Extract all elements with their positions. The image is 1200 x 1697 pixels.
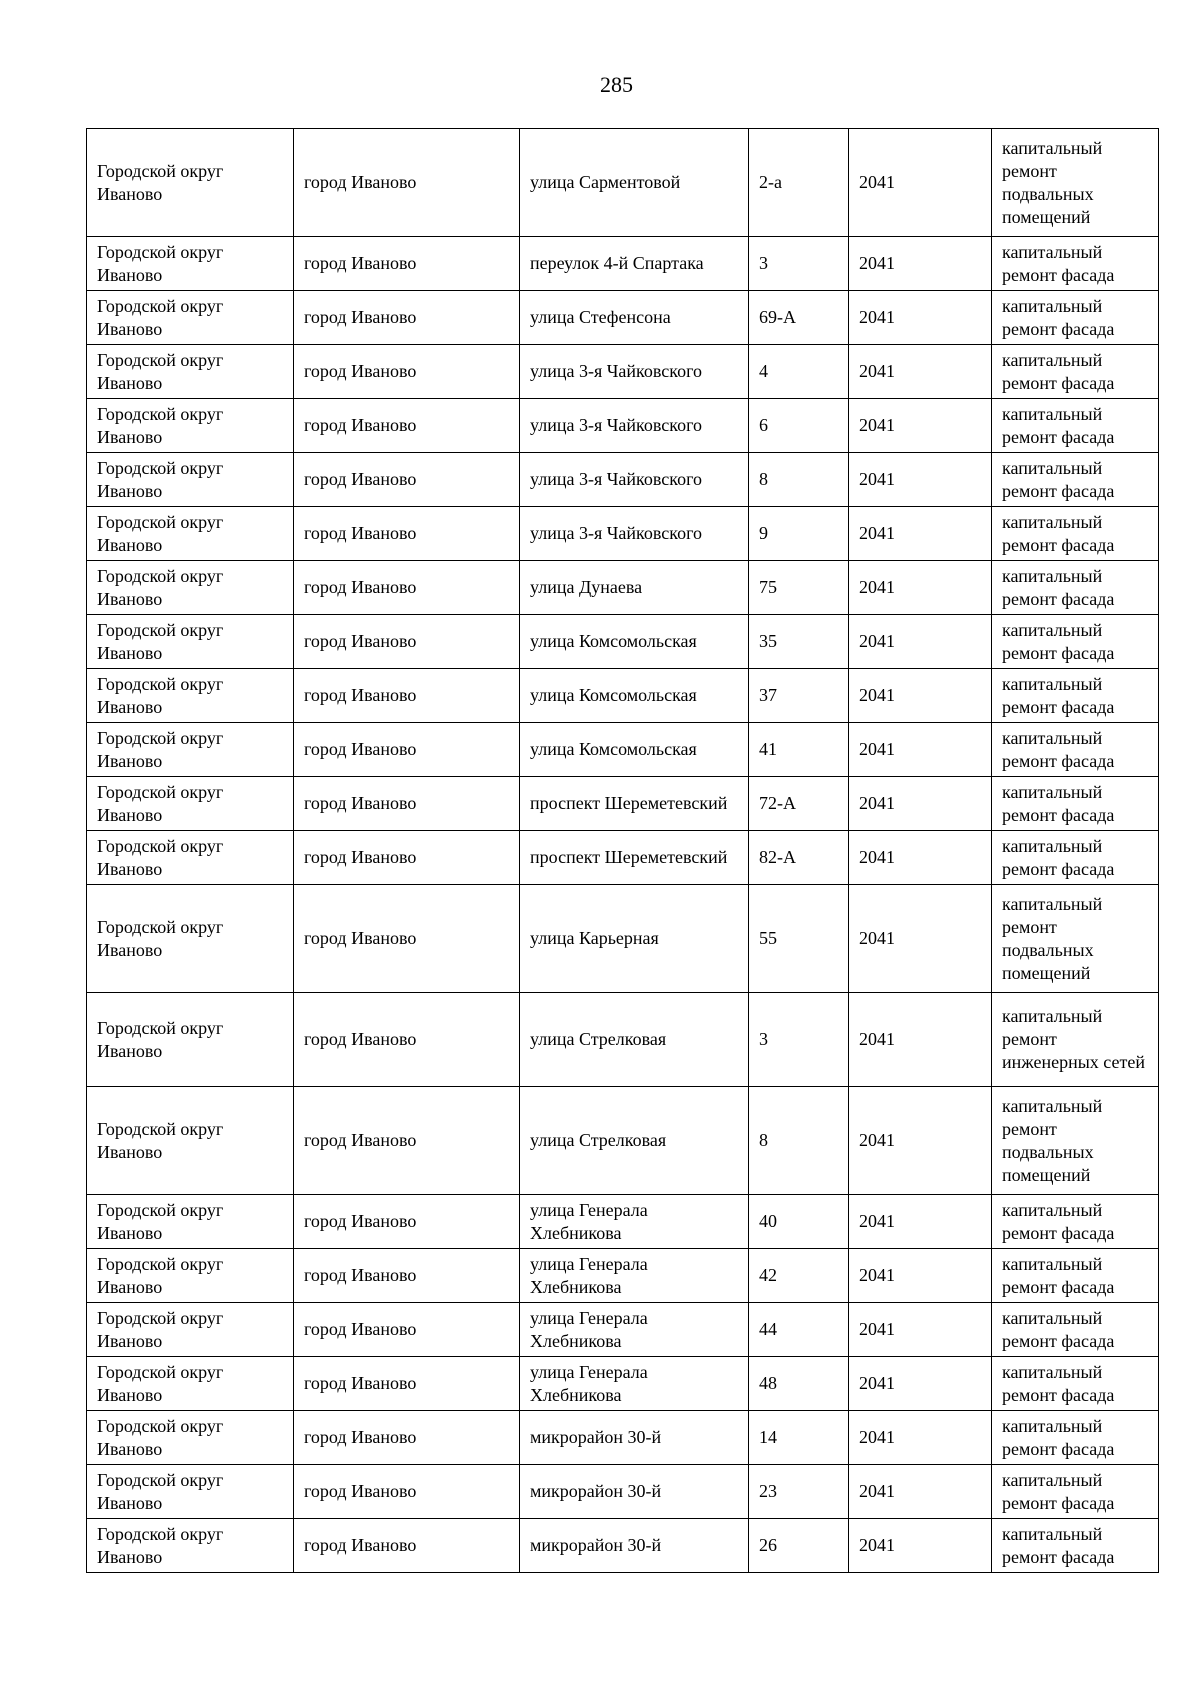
cell-street: микрорайон 30-й xyxy=(520,1411,749,1465)
cell-work-type: капитальный ремонт подвальных помещений xyxy=(992,885,1159,993)
cell-work-type: капитальный ремонт фасада xyxy=(992,831,1159,885)
cell-work-type: капитальный ремонт фасада xyxy=(992,1519,1159,1573)
cell-house-number: 37 xyxy=(749,669,849,723)
cell-district: Городской округ Иваново xyxy=(87,345,294,399)
cell-district: Городской округ Иваново xyxy=(87,399,294,453)
cell-city: город Иваново xyxy=(294,1465,520,1519)
cell-house-number: 9 xyxy=(749,507,849,561)
cell-work-type: капитальный ремонт фасада xyxy=(992,723,1159,777)
cell-street: улица 3-я Чайковского xyxy=(520,507,749,561)
cell-house-number: 42 xyxy=(749,1249,849,1303)
cell-street: улица Генерала Хлебникова xyxy=(520,1303,749,1357)
cell-house-number: 41 xyxy=(749,723,849,777)
cell-street: улица Комсомольская xyxy=(520,723,749,777)
page-number: 285 xyxy=(600,72,633,97)
table-row xyxy=(87,1411,1159,1465)
cell-year: 2041 xyxy=(849,1087,992,1195)
cell-year: 2041 xyxy=(849,831,992,885)
cell-work-type: капитальный ремонт фасада xyxy=(992,399,1159,453)
cell-work-type: капитальный ремонт фасада xyxy=(992,1195,1159,1249)
cell-work-type: капитальный ремонт фасада xyxy=(992,345,1159,399)
cell-city: город Иваново xyxy=(294,993,520,1087)
cell-year: 2041 xyxy=(849,615,992,669)
cell-district: Городской округ Иваново xyxy=(87,1519,294,1573)
cell-city: город Иваново xyxy=(294,831,520,885)
table-row xyxy=(87,1249,1159,1303)
cell-street: улица 3-я Чайковского xyxy=(520,399,749,453)
cell-year: 2041 xyxy=(849,993,992,1087)
cell-city: город Иваново xyxy=(294,669,520,723)
cell-work-type: капитальный ремонт фасада xyxy=(992,237,1159,291)
table-row xyxy=(87,1087,1159,1195)
cell-street: улица Стефенсона xyxy=(520,291,749,345)
cell-street: улица Сарментовой xyxy=(520,129,749,237)
cell-year: 2041 xyxy=(849,237,992,291)
table-row xyxy=(87,1519,1159,1573)
cell-work-type: капитальный ремонт подвальных помещений xyxy=(992,129,1159,237)
cell-year: 2041 xyxy=(849,1249,992,1303)
cell-city: город Иваново xyxy=(294,885,520,993)
cell-year: 2041 xyxy=(849,291,992,345)
cell-year: 2041 xyxy=(849,129,992,237)
table-row xyxy=(87,777,1159,831)
cell-work-type: капитальный ремонт фасада xyxy=(992,1465,1159,1519)
cell-street: улица Комсомольская xyxy=(520,669,749,723)
cell-street: улица Комсомольская xyxy=(520,615,749,669)
cell-house-number: 44 xyxy=(749,1303,849,1357)
table-row xyxy=(87,561,1159,615)
cell-district: Городской округ Иваново xyxy=(87,1357,294,1411)
cell-district: Городской округ Иваново xyxy=(87,1249,294,1303)
cell-year: 2041 xyxy=(849,399,992,453)
table-row xyxy=(87,507,1159,561)
cell-city: город Иваново xyxy=(294,615,520,669)
cell-city: город Иваново xyxy=(294,561,520,615)
cell-city: город Иваново xyxy=(294,291,520,345)
table-row xyxy=(87,237,1159,291)
cell-city: город Иваново xyxy=(294,723,520,777)
table-row xyxy=(87,993,1159,1087)
cell-street: улица Карьерная xyxy=(520,885,749,993)
cell-district: Городской округ Иваново xyxy=(87,615,294,669)
cell-district: Городской округ Иваново xyxy=(87,237,294,291)
table-row xyxy=(87,885,1159,993)
cell-year: 2041 xyxy=(849,777,992,831)
cell-district: Городской округ Иваново xyxy=(87,1087,294,1195)
cell-city: город Иваново xyxy=(294,453,520,507)
table-row xyxy=(87,399,1159,453)
cell-year: 2041 xyxy=(849,561,992,615)
table-row xyxy=(87,831,1159,885)
cell-work-type: капитальный ремонт подвальных помещений xyxy=(992,1087,1159,1195)
table-row xyxy=(87,669,1159,723)
cell-work-type: капитальный ремонт фасада xyxy=(992,1249,1159,1303)
table-row xyxy=(87,345,1159,399)
cell-work-type: капитальный ремонт фасада xyxy=(992,561,1159,615)
cell-city: город Иваново xyxy=(294,129,520,237)
cell-year: 2041 xyxy=(849,345,992,399)
table-row xyxy=(87,1195,1159,1249)
cell-house-number: 4 xyxy=(749,345,849,399)
table-row xyxy=(87,453,1159,507)
table-row xyxy=(87,615,1159,669)
cell-street: улица Генерала Хлебникова xyxy=(520,1249,749,1303)
cell-year: 2041 xyxy=(849,885,992,993)
cell-street: улица 3-я Чайковского xyxy=(520,453,749,507)
repair-schedule-table xyxy=(86,128,1159,1573)
cell-district: Городской округ Иваново xyxy=(87,561,294,615)
cell-work-type: капитальный ремонт фасада xyxy=(992,1303,1159,1357)
cell-city: город Иваново xyxy=(294,1249,520,1303)
cell-house-number: 40 xyxy=(749,1195,849,1249)
cell-street: проспект Шереметевский xyxy=(520,777,749,831)
cell-district: Городской округ Иваново xyxy=(87,993,294,1087)
cell-city: город Иваново xyxy=(294,777,520,831)
cell-house-number: 2-а xyxy=(749,129,849,237)
cell-district: Городской округ Иваново xyxy=(87,291,294,345)
cell-city: город Иваново xyxy=(294,1411,520,1465)
cell-street: улица Генерала Хлебникова xyxy=(520,1357,749,1411)
table-row xyxy=(87,1357,1159,1411)
cell-district: Городской округ Иваново xyxy=(87,453,294,507)
cell-house-number: 26 xyxy=(749,1519,849,1573)
cell-city: город Иваново xyxy=(294,1519,520,1573)
cell-year: 2041 xyxy=(849,1465,992,1519)
cell-house-number: 82-А xyxy=(749,831,849,885)
cell-district: Городской округ Иваново xyxy=(87,129,294,237)
cell-house-number: 6 xyxy=(749,399,849,453)
cell-street: микрорайон 30-й xyxy=(520,1465,749,1519)
cell-street: улица Генерала Хлебникова xyxy=(520,1195,749,1249)
cell-work-type: капитальный ремонт фасада xyxy=(992,507,1159,561)
cell-street: улица Стрелковая xyxy=(520,1087,749,1195)
cell-street: проспект Шереметевский xyxy=(520,831,749,885)
cell-house-number: 75 xyxy=(749,561,849,615)
cell-city: город Иваново xyxy=(294,1357,520,1411)
cell-district: Городской округ Иваново xyxy=(87,1303,294,1357)
cell-street: улица Дунаева xyxy=(520,561,749,615)
cell-work-type: капитальный ремонт фасада xyxy=(992,669,1159,723)
table-row xyxy=(87,129,1159,237)
cell-city: город Иваново xyxy=(294,1195,520,1249)
cell-year: 2041 xyxy=(849,1411,992,1465)
cell-street: микрорайон 30-й xyxy=(520,1519,749,1573)
cell-house-number: 8 xyxy=(749,1087,849,1195)
cell-year: 2041 xyxy=(849,669,992,723)
cell-district: Городской округ Иваново xyxy=(87,1195,294,1249)
cell-city: город Иваново xyxy=(294,345,520,399)
cell-city: город Иваново xyxy=(294,507,520,561)
cell-street: переулок 4-й Спартака xyxy=(520,237,749,291)
cell-year: 2041 xyxy=(849,507,992,561)
cell-street: улица Стрелковая xyxy=(520,993,749,1087)
cell-year: 2041 xyxy=(849,1357,992,1411)
cell-house-number: 55 xyxy=(749,885,849,993)
cell-city: город Иваново xyxy=(294,237,520,291)
cell-year: 2041 xyxy=(849,1195,992,1249)
cell-house-number: 23 xyxy=(749,1465,849,1519)
cell-district: Городской округ Иваново xyxy=(87,1465,294,1519)
cell-district: Городской округ Иваново xyxy=(87,507,294,561)
table-row xyxy=(87,1465,1159,1519)
cell-house-number: 3 xyxy=(749,993,849,1087)
table-body xyxy=(87,129,1159,1573)
cell-house-number: 48 xyxy=(749,1357,849,1411)
cell-work-type: капитальный ремонт фасада xyxy=(992,291,1159,345)
cell-street: улица 3-я Чайковского xyxy=(520,345,749,399)
cell-district: Городской округ Иваново xyxy=(87,885,294,993)
cell-work-type: капитальный ремонт инженерных сетей xyxy=(992,993,1159,1087)
cell-district: Городской округ Иваново xyxy=(87,723,294,777)
cell-work-type: капитальный ремонт фасада xyxy=(992,453,1159,507)
cell-work-type: капитальный ремонт фасада xyxy=(992,615,1159,669)
cell-work-type: капитальный ремонт фасада xyxy=(992,1411,1159,1465)
cell-city: город Иваново xyxy=(294,1087,520,1195)
cell-work-type: капитальный ремонт фасада xyxy=(992,777,1159,831)
table-row xyxy=(87,291,1159,345)
cell-district: Городской округ Иваново xyxy=(87,831,294,885)
cell-house-number: 72-А xyxy=(749,777,849,831)
cell-year: 2041 xyxy=(849,1303,992,1357)
cell-district: Городской округ Иваново xyxy=(87,669,294,723)
cell-year: 2041 xyxy=(849,1519,992,1573)
cell-district: Городской округ Иваново xyxy=(87,777,294,831)
table-row xyxy=(87,1303,1159,1357)
cell-year: 2041 xyxy=(849,723,992,777)
cell-house-number: 69-А xyxy=(749,291,849,345)
cell-house-number: 35 xyxy=(749,615,849,669)
table-row xyxy=(87,723,1159,777)
cell-city: город Иваново xyxy=(294,399,520,453)
cell-house-number: 8 xyxy=(749,453,849,507)
cell-year: 2041 xyxy=(849,453,992,507)
cell-city: город Иваново xyxy=(294,1303,520,1357)
cell-work-type: капитальный ремонт фасада xyxy=(992,1357,1159,1411)
cell-house-number: 14 xyxy=(749,1411,849,1465)
cell-district: Городской округ Иваново xyxy=(87,1411,294,1465)
cell-house-number: 3 xyxy=(749,237,849,291)
